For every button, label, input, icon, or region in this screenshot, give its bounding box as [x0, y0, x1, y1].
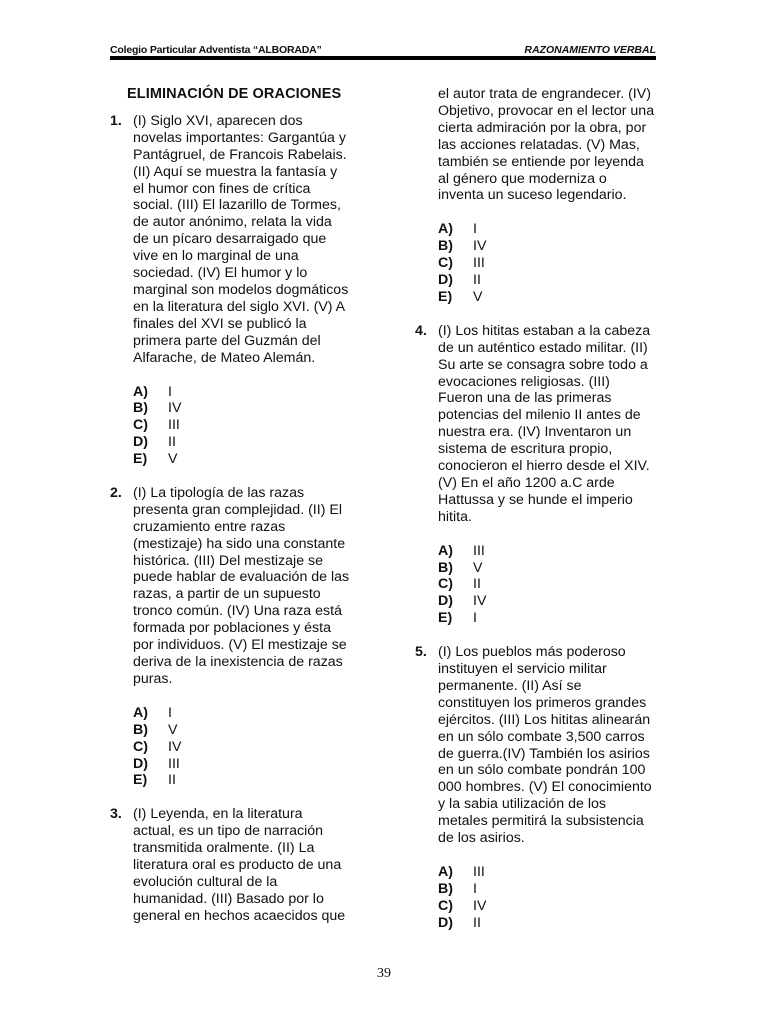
right-column: [415, 86, 685, 932]
option-c[interactable]: C) IV: [133, 738, 182, 755]
option-d[interactable]: D) II: [438, 914, 481, 931]
option-c[interactable]: C) II: [438, 576, 481, 593]
option-a[interactable]: A) I: [438, 221, 477, 238]
option-e[interactable]: E) V: [133, 451, 178, 468]
question-text: (I) Los pueblos más poderoso instituyen el servicio militar permanente. (II) Así se constituyen los primeros grandes ejércitos. (III) Los hititas alinearán en un sólo combate 3,500 carros de guerra.(IV) También los asirios en un sólo combate pondrán 100 000 hombres. (V) El conocimiento y la sabia utilización de los metales permitirá la subsistencia de los asirios.: [438, 644, 652, 847]
question-4: [415, 323, 685, 526]
question-number: 3.: [110, 806, 122, 823]
option-a[interactable]: A) I: [133, 704, 172, 721]
option-b[interactable]: B) I: [438, 880, 477, 897]
option-b[interactable]: B) V: [438, 559, 483, 576]
question-text: (I) Siglo XVI, aparecen dos novelas importantes: Gargantúa y Pantágruel, de Francois Rabelais. (II) Aquí se muestra la fantasía y el humor con fines de crítica social. (III) El lazarillo de Tormes, de autor anónimo, relata la vida de un pícaro desarraigado que vive en lo marginal de una sociedad. (IV) El humor y lo marginal son modelos dogmáticos en la literatura del siglo XVI. (V) A finales del XVI se publicó la primera parte del Guzmán del Alfarache, de Mateo Alemán.: [133, 112, 349, 366]
option-c[interactable]: C) III: [438, 255, 485, 272]
options-list: [133, 384, 380, 468]
section-title: ELIMINACIÓN DE ORACIONES: [127, 86, 342, 102]
options-list: [438, 864, 685, 932]
option-e[interactable]: E) V: [438, 288, 483, 305]
option-c[interactable]: C) IV: [438, 897, 487, 914]
option-d[interactable]: D) II: [438, 272, 481, 289]
question-2: [110, 485, 380, 688]
option-a[interactable]: A) III: [438, 864, 485, 880]
question-5: [415, 644, 685, 847]
question-number: 1.: [110, 112, 122, 129]
question-number: 4.: [415, 322, 427, 339]
question-text: (I) Leyenda, en la literatura actual, es un tipo de narración transmitida oralmente. (II) La literatura oral es producto de una evolución cultural de la humanidad. (III) Basado por lo general en hechos acaecidos que: [133, 806, 346, 924]
option-a[interactable]: A) III: [438, 542, 485, 559]
question-text: (I) Los hititas estaban a la cabeza de un auténtico estado militar. (II) Su arte se consagra sobre todo a evocaciones religiosas. (III) Fueron una de las primeras potencias del milenio II antes de nuestra era. (IV) Inventaron un sistema de escritura propio, conocieron el hierro desde el XIV. (V) En el año 1200 a.C arde Hattussa y se hunde el imperio hitita.: [438, 322, 651, 525]
question-number: 5.: [415, 644, 427, 661]
options-list: [438, 221, 685, 305]
question-text: (I) La tipología de las razas presenta gran complejidad. (II) El cruzamiento entre razas (mestizaje) ha sido una constante histórica. (III) Del mestizaje se puede hablar de evaluación de las razas, a partir de un supuesto tronco común. (IV) Una raza está formada por poblaciones y ésta por individuos. (V) El mestizaje se deriva de la inexistencia de razas puras.: [133, 484, 350, 687]
option-a[interactable]: A) I: [133, 383, 172, 400]
option-e[interactable]: E) II: [133, 772, 176, 789]
option-b[interactable]: B) IV: [438, 238, 487, 255]
school-name: Colegio Particular Adventista “ALBORADA”: [110, 44, 322, 56]
subject-name: RAZONAMIENTO VERBAL: [524, 44, 656, 56]
question-number: 2.: [110, 484, 122, 501]
option-b[interactable]: B) V: [133, 721, 178, 738]
option-b[interactable]: B) IV: [133, 400, 182, 417]
option-d[interactable]: D) IV: [438, 593, 487, 610]
option-e[interactable]: E) I: [438, 610, 477, 627]
options-list: [438, 543, 685, 627]
left-column: [110, 84, 380, 925]
options-list: [133, 705, 380, 789]
page-number: 39: [377, 966, 391, 981]
question-3: [110, 806, 380, 924]
question-1: [110, 113, 380, 367]
question-3-continuation: el autor trata de engrandecer. (IV) Objetivo, provocar en el lector una cierta admiración por la obra, por las acciones relatadas. (V) Mas, también se entiende por leyenda al género que moderniza o inventa un suceso legendario.: [438, 86, 655, 204]
header-rule: [110, 56, 656, 60]
option-d[interactable]: D) II: [133, 434, 176, 451]
option-d[interactable]: D) III: [133, 755, 180, 772]
option-c[interactable]: C) III: [133, 417, 180, 434]
